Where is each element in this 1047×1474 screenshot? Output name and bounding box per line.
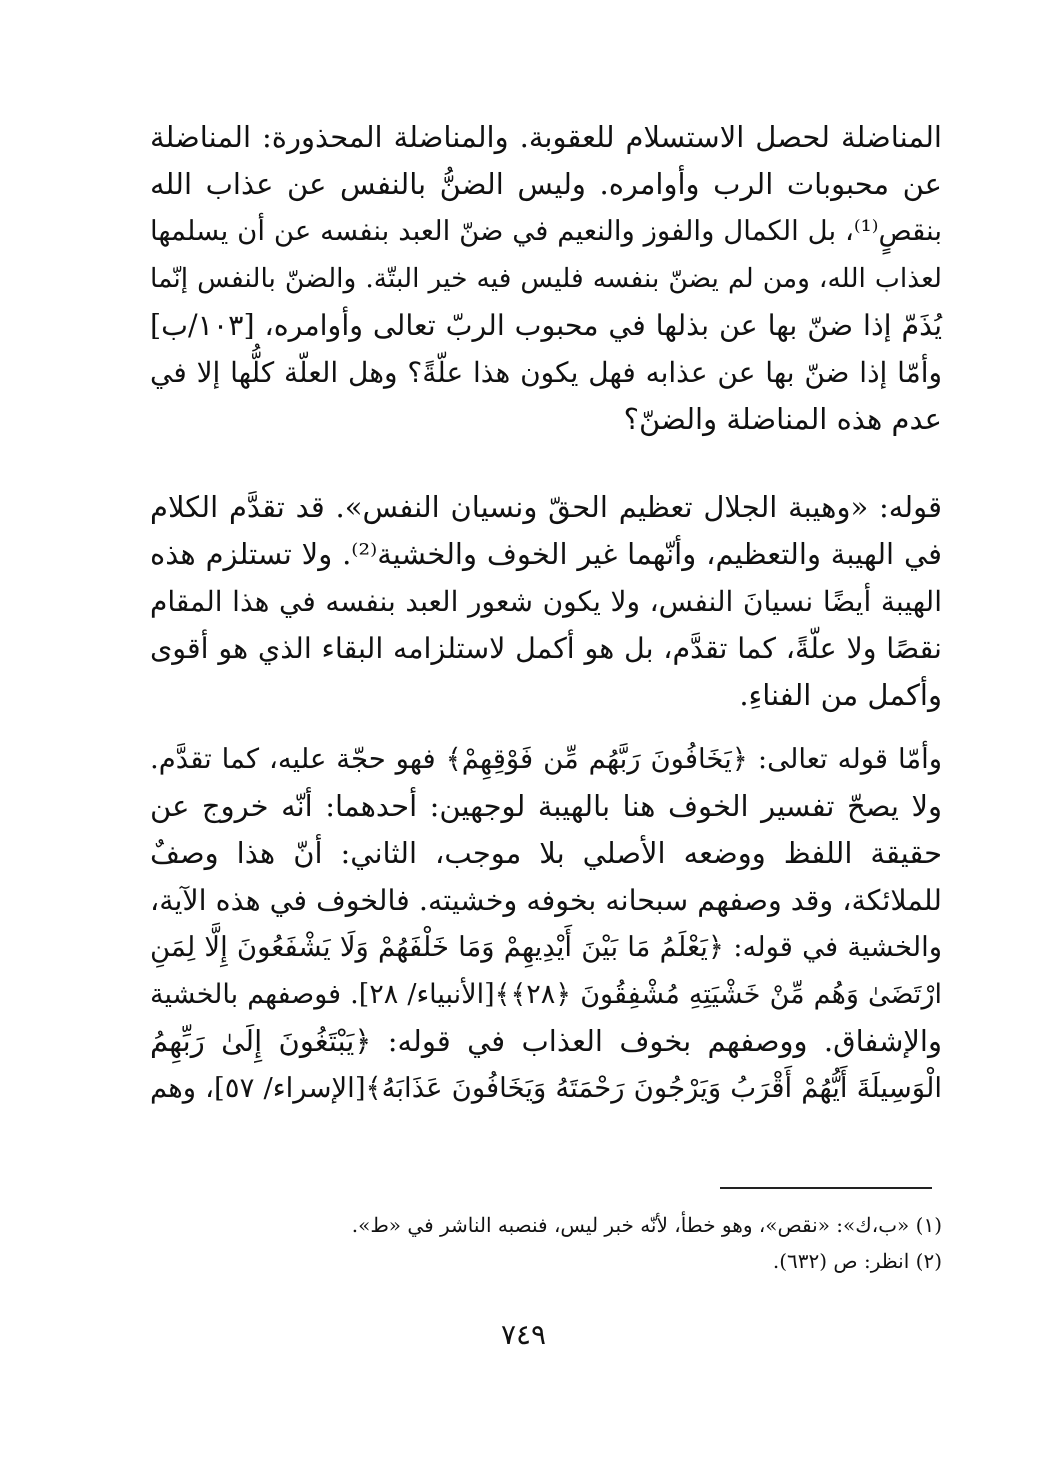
text-line: المناضلة لحصل الاستسلام للعقوبة. والمناضلة المحذورة: المناضلة xyxy=(150,120,942,154)
text-line: عدم هذه المناضلة والضنّ؟ xyxy=(623,402,942,436)
text-line: وأمّا قوله تعالى: ﴿يَخَافُونَ رَبَّهُم مِّن فَوْقِهِمْ﴾ فهو حجّة عليه، كما تقدَّم. xyxy=(150,743,942,775)
text-line: في الهيبة والتعظيم، وأنّهما غير الخوف والخشية⁽²⁾. ولا تستلزم هذه xyxy=(150,537,943,571)
footnotes xyxy=(150,1207,942,1279)
text-line: والخشية في قوله: ﴿يَعْلَمُ مَا بَيْنَ أَيْدِيهِمْ وَمَا خَلْفَهُمْ وَلَا يَشْفَعُونَ إِلَّا لِمَنِ xyxy=(150,931,942,963)
text-line: وأكمل من الفناءِ. xyxy=(739,678,942,712)
text-line: بنقصٍ⁽¹⁾، بل الكمال والفوز والنعيم في ضنّ العبد بنفسه عن أن يسلمها xyxy=(150,215,942,247)
text-line: قوله: «وهيبة الجلال تعظيم الحقّ ونسيان النفس». قد تقدَّم الكلام xyxy=(150,490,942,524)
text-line: الهيبة أيضًا نسيانَ النفس، ولا يكون شعور العبد بنفسه في هذا المقام xyxy=(150,585,942,618)
paragraph-1 xyxy=(150,114,942,443)
text-line: عن محبوبات الرب وأوامره. وليس الضنُّ بالنفس عن عذاب الله xyxy=(150,167,942,201)
text-line: نقصًا ولا علّةً، كما تقدَّم، بل هو أكمل لاستلزامه البقاء الذي هو أقوى xyxy=(150,632,942,665)
text-line: وأمّا إذا ضنّ بها عن عذابه فهل يكون هذا علّةً؟ وهل العلّة كلُّها إلا في xyxy=(150,356,942,389)
text-line: والإشفاق. ووصفهم بخوف العذاب في قوله: ﴿يَبْتَغُونَ إِلَىٰ رَبِّهِمُ xyxy=(150,1024,942,1058)
text-line: لعذاب الله، ومن لم يضنّ بنفسه فليس فيه خير البتّة. والضنّ بالنفس إنّما xyxy=(150,263,942,294)
footnote-2: (٢) انظر: ص (٦٣٢). xyxy=(772,1249,942,1273)
footnote-1: (١) «ب،ك»: «نقص»، وهو خطأ، لأنّه خبر ليس، فنصبه الناشر في «ط». xyxy=(351,1213,942,1237)
text-line: ارْتَضَىٰ وَهُم مِّنْ خَشْيَتِهِ مُشْفِقُونَ ﴿٢٨﴾﴾[الأنبياء/ ٢٨]. فوصفهم بالخشية xyxy=(150,979,942,1010)
text-line: الْوَسِيلَةَ أَيُّهُمْ أَقْرَبُ وَيَرْجُونَ رَحْمَتَهُ وَيَخَافُونَ عَذَابَهُ﴾[الإسراء/ ٥٧]، وهم xyxy=(150,1072,942,1104)
paragraph-3 xyxy=(150,736,942,1112)
text-line: للملائكة، وقد وصفهم سبحانه بخوفه وخشيته. فالخوف في هذه الآية، xyxy=(150,884,942,917)
text-line: يُذَمّ إذا ضنّ بها عن بذلها في محبوب الربّ تعالى وأوامره، [١٠٣/ب] xyxy=(150,309,942,342)
paragraph-2 xyxy=(150,484,942,719)
text-line: حقيقة اللفظ ووضعه الأصلي بلا موجب، الثاني: أنّ هذا وصفٌ xyxy=(150,836,942,870)
text-line: ولا يصحّ تفسير الخوف هنا بالهيبة لوجهين: أحدهما: أنّه خروج عن xyxy=(150,789,942,823)
footnote-separator xyxy=(720,1187,932,1189)
page-number: ٧٤٩ xyxy=(500,1318,547,1351)
